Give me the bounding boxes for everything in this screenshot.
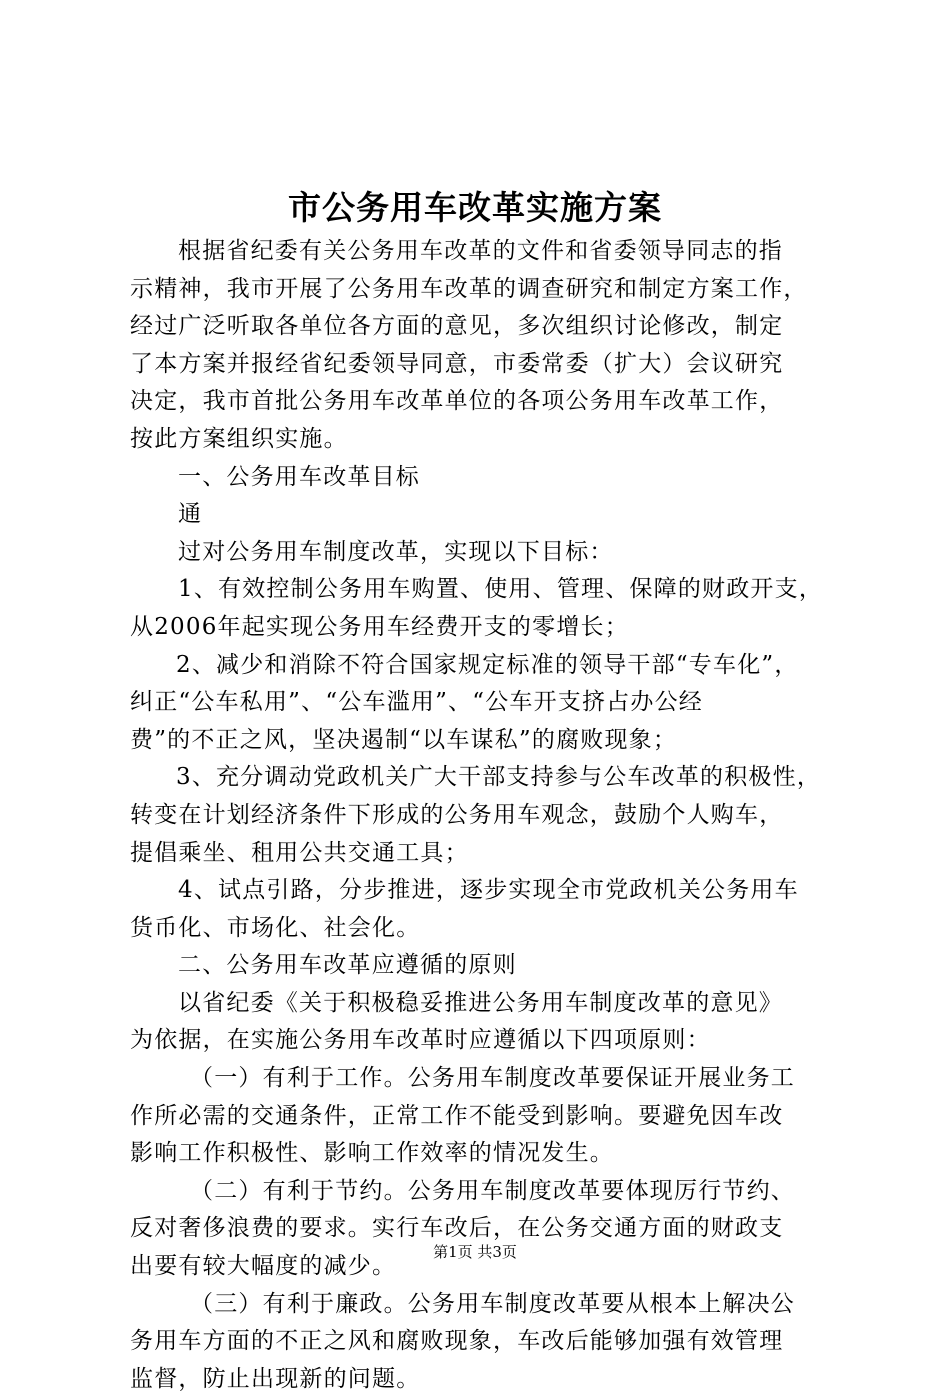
paragraph-line: 按此方案组织实施。 [130,425,348,452]
principle-line: 务用车方面的不正之风和腐败现象，车改后能够加强有效管理 [130,1328,784,1355]
principle-line: （一）有利于工作。公务用车制度改革要保证开展业务工 [190,1065,795,1092]
section-heading: 二、公务用车改革应遵循的原则 [178,952,517,979]
list-item-line: 提倡乘坐、租用公共交通工具； [130,839,469,866]
list-item-line: 3、充分调动党政机关广大干部支持参与公车改革的积极性， [176,764,822,791]
principle-line: 监督，防止出现新的问题。 [130,1365,421,1392]
principle-line: （二）有利于节约。公务用车制度改革要体现厉行节约、 [190,1177,795,1204]
principle-line: 影响工作积极性、影响工作效率的情况发生。 [130,1140,614,1167]
section-heading: 一、公务用车改革目标 [178,463,420,490]
list-item-line: 从2006年起实现公务用车经费开支的零增长； [130,613,629,640]
paragraph-line: 示精神，我市开展了公务用车改革的调查研究和制定方案工作， [130,275,808,302]
list-item-line: 货币化、市场化、社会化。 [130,914,421,941]
list-item-line: 4、试点引路，分步推进，逐步实现全市党政机关公务用车 [178,877,799,904]
principle-line: 反对奢侈浪费的要求。实行车改后，在公务交通方面的财政支 [130,1215,784,1242]
principle-line: 出要有较大幅度的减少。 [130,1253,397,1280]
paragraph-line: 过对公务用车制度改革，实现以下目标： [178,538,614,565]
list-item-line: 费”的不正之风，坚决遏制“以车谋私”的腐败现象； [130,726,678,753]
document-body [130,233,845,1398]
list-item-line: 转变在计划经济条件下形成的公务用车观念，鼓励个人购车， [130,801,784,828]
page-footer: 第1页 共3页 [433,1243,517,1261]
principle-line: （三）有利于廉政。公务用车制度改革要从根本上解决公 [190,1290,795,1317]
paragraph-line: 以省纪委《关于积极稳妥推进公务用车制度改革的意见》 [178,989,783,1016]
document-title: 市公务用车改革实施方案 [288,188,662,227]
paragraph-line: 了本方案并报经省纪委领导同意，市委常委（扩大）会议研究 [130,350,784,377]
paragraph-line: 根据省纪委有关公务用车改革的文件和省委领导同志的指 [178,238,783,264]
paragraph-line: 通 [178,501,203,528]
paragraph-line: 决定，我市首批公务用车改革单位的各项公务用车改革工作， [130,388,784,415]
list-item-line: 纠正“公车私用”、“公车滥用”、“公车开支挤占办公经 [130,689,703,716]
paragraph-line: 为依据，在实施公务用车改革时应遵循以下四项原则： [130,1027,711,1054]
paragraph-line: 经过广泛听取各单位各方面的意见，多次组织讨论修改，制定 [130,313,784,340]
principle-line: 作所必需的交通条件，正常工作不能受到影响。要避免因车改 [130,1102,784,1129]
list-item-line: 1、有效控制公务用车购置、使用、管理、保障的财政开支， [178,576,824,603]
list-item-line: 2、减少和消除不符合国家规定标准的领导干部“专车化”， [176,651,799,678]
